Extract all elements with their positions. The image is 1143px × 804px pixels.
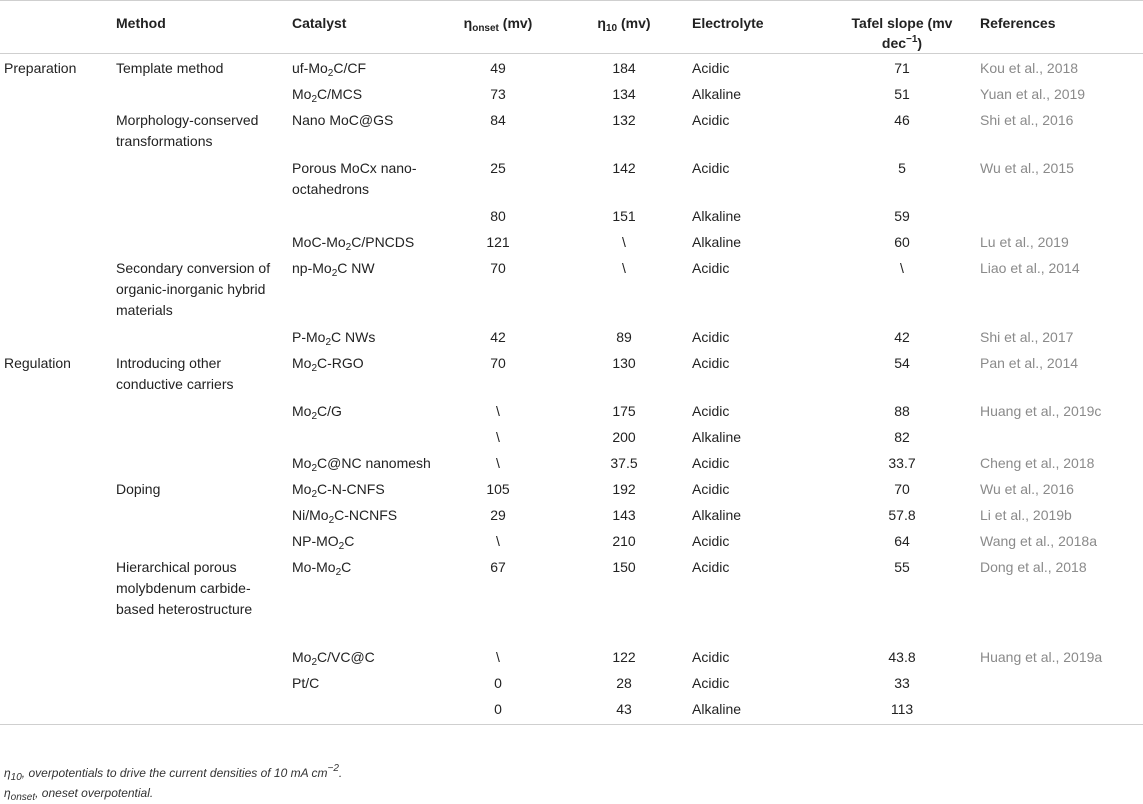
- group-cell: [0, 154, 112, 202]
- method-cell: Hierarchical porous molybdenum carbide-based heterostructure: [116, 558, 253, 617]
- electrolyte-cell: Acidic: [692, 558, 730, 575]
- header-row: [0, 1, 1143, 54]
- reference-cell: Kou et al., 2018: [980, 60, 1079, 76]
- tafel-cell: \: [900, 259, 904, 276]
- reference-cell: Pan et al., 2014: [980, 354, 1079, 371]
- table-row: [0, 643, 1143, 669]
- catalyst-subscript: 2: [311, 93, 318, 105]
- reference-cell: Huang et al., 2019a: [980, 648, 1103, 665]
- catalyst-text: Mo: [292, 454, 312, 471]
- table-row: [0, 397, 1143, 423]
- reference-cell: [976, 695, 1143, 725]
- group-cell: [0, 501, 112, 527]
- catalyst-text: Mo: [292, 354, 312, 371]
- catalyst-cell: [288, 106, 436, 154]
- eta10-cell: \: [622, 233, 626, 250]
- tafel-cell: 71: [894, 60, 910, 76]
- table-row: [0, 501, 1143, 527]
- onset-cell: \: [496, 454, 500, 471]
- table-row: [0, 80, 1143, 106]
- electrolyte-cell: Alkaline: [688, 695, 828, 725]
- reference-cell: Cheng et al., 2018: [980, 454, 1095, 471]
- reference-cell: [976, 423, 1143, 449]
- reference-cell: [976, 669, 1143, 695]
- reference-cell: [976, 202, 1143, 228]
- reference-cell: Lu et al., 2019: [980, 233, 1069, 250]
- reference-cell: Yuan et al., 2019: [980, 85, 1086, 102]
- method-cell: [112, 527, 288, 553]
- eta10-cell: 151: [612, 207, 636, 224]
- group-cell: [0, 695, 112, 725]
- electrolyte-cell: Acidic: [692, 354, 730, 371]
- catalyst-cell: [288, 349, 436, 397]
- catalyst-text-suffix: C/CF: [333, 60, 367, 76]
- catalyst-cell: [288, 228, 436, 254]
- onset-cell: \: [496, 402, 500, 419]
- catalyst-text-suffix: C: [344, 532, 355, 549]
- catalyst-cell: [288, 669, 436, 695]
- catalyst-subscript: 2: [338, 540, 345, 552]
- table-row: [0, 254, 1143, 323]
- method-cell: [112, 501, 288, 527]
- table-row: [0, 349, 1143, 397]
- catalyst-text-suffix: C: [341, 558, 352, 575]
- reference-cell: Shi et al., 2016: [980, 111, 1074, 128]
- catalyst-subscript: 2: [311, 488, 318, 500]
- catalyst-text-suffix: C NWs: [331, 328, 376, 345]
- method-cell: [112, 423, 288, 449]
- group-cell: [0, 475, 112, 501]
- eta10-cell: \: [622, 259, 626, 276]
- method-cell: [112, 695, 288, 725]
- tafel-cell: 82: [894, 428, 910, 445]
- electrolyte-cell: Alkaline: [692, 233, 742, 250]
- header-onset: $\eta_{onset}$ (mv): [436, 1, 560, 54]
- table-row: [0, 695, 1143, 725]
- reference-cell: Liao et al., 2014: [980, 259, 1080, 276]
- reference-cell: Wang et al., 2018a: [980, 532, 1098, 549]
- table-row: [0, 106, 1143, 154]
- catalyst-cell: [288, 643, 436, 669]
- group-cell: [0, 106, 112, 154]
- onset-cell: 73: [490, 85, 506, 102]
- onset-cell: 0: [436, 695, 560, 725]
- catalyst-text-suffix: C/PNCDS: [351, 233, 415, 250]
- method-cell: [112, 228, 288, 254]
- eta10-cell: 210: [612, 532, 636, 549]
- catalyst-cell: [288, 397, 436, 423]
- catalyst-subscript: 2: [345, 241, 352, 253]
- table-row: [0, 228, 1143, 254]
- onset-cell: 105: [486, 480, 510, 497]
- catalyst-cell: [288, 527, 436, 553]
- catalyst-text: Pt/C: [292, 674, 320, 691]
- catalyst-text: Mo: [292, 480, 312, 497]
- catalyst-text: Ni/Mo: [292, 506, 329, 523]
- onset-cell: 49: [490, 60, 506, 76]
- tafel-cell: 59: [894, 207, 910, 224]
- catalyst-subscript: 2: [331, 267, 338, 279]
- eta10-cell: 89: [616, 328, 632, 345]
- group-cell: [0, 397, 112, 423]
- method-cell: [112, 449, 288, 475]
- table-row: [0, 202, 1143, 228]
- electrolyte-cell: Alkaline: [692, 506, 742, 523]
- table-row: [0, 449, 1143, 475]
- electrolyte-cell: Acidic: [692, 480, 730, 497]
- group-cell: [0, 254, 112, 323]
- table-row: [0, 553, 1143, 643]
- reference-cell: Wu et al., 2016: [980, 480, 1074, 497]
- catalyst-subscript: 2: [328, 514, 335, 526]
- header-catalyst: Catalyst: [288, 1, 436, 54]
- method-cell: Template method: [116, 60, 224, 76]
- catalyst-text-suffix: C-N-CNFS: [317, 480, 385, 497]
- eta10-cell: 37.5: [610, 454, 638, 471]
- catalyst-subscript: 2: [311, 656, 318, 668]
- catalyst-text: Mo: [292, 402, 312, 419]
- catalyst-text: MoC-Mo: [292, 233, 346, 250]
- catalyst-cell: [288, 254, 436, 323]
- footnote-eta10: $\eta_{10}$, overpotentials to drive the current densities of 10 mA $cm^{-2}$.: [4, 763, 343, 783]
- catalyst-text-suffix: C-RGO: [317, 354, 364, 371]
- onset-cell: 67: [490, 558, 506, 575]
- electrolyte-cell: Acidic: [692, 60, 730, 76]
- group-cell: [0, 423, 112, 449]
- onset-cell: 29: [490, 506, 506, 523]
- catalyst-subscript: 2: [311, 410, 318, 422]
- eta10-cell: 175: [612, 402, 636, 419]
- tafel-cell: 46: [894, 111, 910, 128]
- eta10-cell: 200: [612, 428, 636, 445]
- header-tafel: Tafel slope (mv dec$^{-1}$): [828, 1, 976, 54]
- onset-cell: 84: [490, 111, 506, 128]
- method-cell: [112, 80, 288, 106]
- eta10-cell: 122: [612, 648, 636, 665]
- catalyst-text-suffix: C NW: [337, 259, 375, 276]
- catalyst-cell: [288, 475, 436, 501]
- catalyst-text: NP-MO: [292, 532, 339, 549]
- table-row: [0, 527, 1143, 553]
- tafel-cell: 54: [894, 354, 910, 371]
- catalyst-cell: [288, 553, 436, 643]
- table-row: [0, 154, 1143, 202]
- catalyst-cell: [288, 423, 436, 449]
- catalyst-text: Mo: [292, 648, 312, 665]
- group-cell: [0, 228, 112, 254]
- tafel-cell: 51: [894, 85, 910, 102]
- electrolyte-cell: Acidic: [692, 328, 730, 345]
- header-electrolyte: Electrolyte: [688, 1, 828, 54]
- group-cell: Regulation: [4, 354, 71, 371]
- onset-cell: 25: [490, 159, 506, 176]
- header-references: References: [976, 1, 1143, 54]
- method-cell: [112, 669, 288, 695]
- tafel-cell: 33: [894, 674, 910, 691]
- header-eta10: $\eta_{10}$ (mv): [560, 1, 688, 54]
- electrolyte-cell: Acidic: [692, 532, 730, 549]
- tafel-cell: 5: [898, 159, 906, 176]
- table-body: [0, 54, 1143, 725]
- catalyst-text-suffix: C@NC nanomesh: [317, 454, 431, 471]
- tafel-cell: 88: [894, 402, 910, 419]
- table-row: [0, 423, 1143, 449]
- catalyst-subscript: 2: [311, 462, 318, 474]
- method-cell: [112, 397, 288, 423]
- catalyst-text-suffix: C/MCS: [317, 85, 363, 102]
- onset-cell: \: [496, 428, 500, 445]
- tafel-cell: 55: [894, 558, 910, 575]
- onset-cell: 80: [490, 207, 506, 224]
- table-row: [0, 475, 1143, 501]
- catalyst-text: np-Mo: [292, 259, 332, 276]
- onset-cell: \: [496, 532, 500, 549]
- reference-cell: Shi et al., 2017: [980, 328, 1074, 345]
- eta10-cell: 130: [612, 354, 636, 371]
- catalyst-text-suffix: C/VC@C: [317, 648, 375, 665]
- method-cell: Introducing other conductive carriers: [116, 354, 234, 392]
- eta10-cell: 142: [612, 159, 636, 176]
- onset-cell: 121: [486, 233, 510, 250]
- group-cell: [0, 643, 112, 669]
- tafel-cell: 70: [894, 480, 910, 497]
- catalyst-cell: [288, 501, 436, 527]
- reference-cell: Dong et al., 2018: [980, 558, 1087, 575]
- catalyst-text: Mo-Mo: [292, 558, 336, 575]
- catalyst-subscript: 2: [327, 68, 334, 79]
- method-cell: [112, 202, 288, 228]
- electrolyte-cell: Acidic: [692, 402, 730, 419]
- reference-cell: Wu et al., 2015: [980, 159, 1074, 176]
- method-cell: [112, 323, 288, 349]
- catalyst-text-suffix: C/G: [317, 402, 342, 419]
- electrolyte-cell: Acidic: [692, 648, 730, 665]
- catalyst-subscript: 2: [325, 336, 332, 348]
- table-row: [0, 323, 1143, 349]
- catalyst-cell: [288, 695, 436, 725]
- footnote-onset: $\eta_{onset}$, oneset overpotential.: [4, 786, 154, 803]
- eta10-cell: 132: [612, 111, 636, 128]
- onset-cell: \: [496, 648, 500, 665]
- table-row: [0, 54, 1143, 80]
- catalyst-text: P-Mo: [292, 328, 326, 345]
- electrolyte-cell: Alkaline: [692, 207, 742, 224]
- onset-cell: 0: [494, 674, 502, 691]
- eta10-cell: 150: [612, 558, 636, 575]
- electrolyte-cell: Acidic: [692, 259, 730, 276]
- catalyst-text-suffix: C-NCNFS: [334, 506, 398, 523]
- catalyst-cell: [288, 323, 436, 349]
- group-cell: [0, 669, 112, 695]
- tafel-cell: 64: [894, 532, 910, 549]
- catalyst-text: Mo: [292, 85, 312, 102]
- tafel-cell: 43.8: [888, 648, 916, 665]
- tafel-cell: 57.8: [888, 506, 916, 523]
- onset-cell: 70: [490, 259, 506, 276]
- table-row: [0, 669, 1143, 695]
- reference-cell: Li et al., 2019b: [980, 506, 1072, 523]
- group-cell: [0, 323, 112, 349]
- catalyst-subscript: 2: [335, 566, 342, 578]
- tafel-cell: 113: [828, 695, 976, 725]
- catalyst-cell: [288, 80, 436, 106]
- group-cell: [0, 449, 112, 475]
- electrolyte-cell: Acidic: [692, 159, 730, 176]
- onset-cell: 42: [490, 328, 506, 345]
- header-method: Method: [112, 1, 288, 54]
- reference-cell: Huang et al., 2019c: [980, 402, 1102, 419]
- group-cell: [0, 553, 112, 643]
- tafel-cell: 42: [894, 328, 910, 345]
- catalyst-cell: [288, 54, 436, 80]
- method-cell: Doping: [116, 480, 161, 497]
- electrolyte-cell: Alkaline: [692, 428, 742, 445]
- tafel-cell: 33.7: [888, 454, 916, 471]
- catalyst-cell: [288, 449, 436, 475]
- eta10-cell: 134: [612, 85, 636, 102]
- catalyst-cell: [288, 154, 436, 202]
- electrolyte-cell: Alkaline: [692, 85, 742, 102]
- eta10-cell: 192: [612, 480, 636, 497]
- header-group: [0, 1, 112, 54]
- method-cell: Secondary conversion of organic-inorganic hybrid materials: [116, 259, 271, 318]
- eta10-cell: 28: [616, 674, 632, 691]
- onset-cell: 70: [490, 354, 506, 371]
- electrolyte-cell: Acidic: [692, 111, 730, 128]
- catalyst-subscript: 2: [311, 362, 318, 374]
- method-cell: Morphology-conserved transformations: [116, 111, 259, 149]
- group-cell: Preparation: [4, 60, 77, 76]
- method-cell: [112, 154, 288, 202]
- catalyst-cell: [288, 202, 436, 228]
- electrolyte-cell: Acidic: [692, 454, 730, 471]
- method-cell: [112, 643, 288, 669]
- catalyst-text: Nano MoC@GS: [292, 111, 394, 128]
- group-cell: [0, 80, 112, 106]
- group-cell: [0, 527, 112, 553]
- eta10-cell: 43: [560, 695, 688, 725]
- eta10-cell: 143: [612, 506, 636, 523]
- catalyst-text: Porous MoCx nano-octahedrons: [292, 159, 417, 197]
- electrolyte-cell: Acidic: [692, 674, 730, 691]
- catalyst-text: uf-Mo: [292, 60, 328, 76]
- eta10-cell: 184: [612, 60, 636, 76]
- group-cell: [0, 202, 112, 228]
- tafel-cell: 60: [894, 233, 910, 250]
